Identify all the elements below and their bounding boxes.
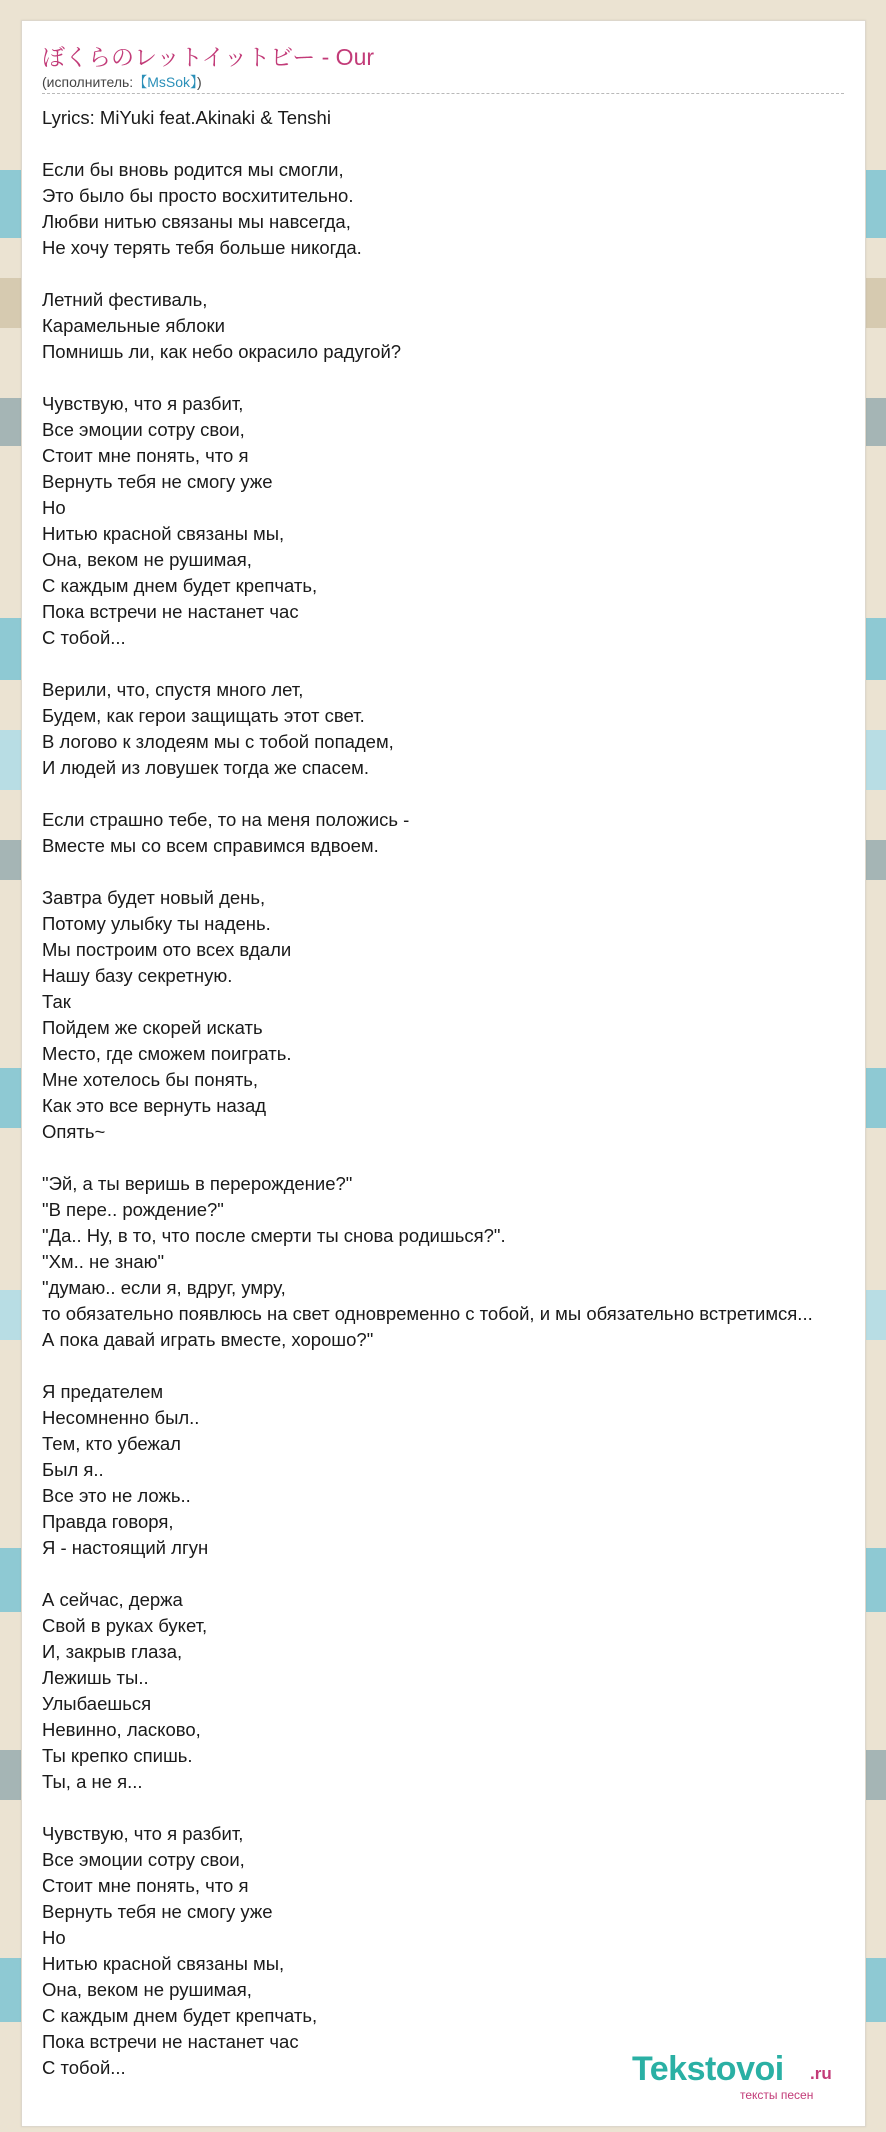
lyrics-line: В логово к злодеям мы с тобой попадем, bbox=[42, 731, 394, 752]
logo-domain: .ru bbox=[810, 2064, 832, 2083]
lyrics-line: Место, где сможем поиграть. bbox=[42, 1043, 292, 1064]
lyrics-line: С тобой... bbox=[42, 2057, 126, 2078]
lyrics-line: Любви нитью связаны мы навсегда, bbox=[42, 211, 351, 232]
lyrics-line: Все эмоции сотру свои, bbox=[42, 419, 245, 440]
lyrics-line: Невинно, ласково, bbox=[42, 1719, 201, 1740]
lyrics-line: Свой в руках букет, bbox=[42, 1615, 208, 1636]
lyrics-line: Если бы вновь родится мы смогли, bbox=[42, 159, 344, 180]
lyrics-line: Как это все вернуть назад bbox=[42, 1095, 267, 1116]
lyrics-line: Завтра будет новый день, bbox=[42, 887, 266, 908]
lyrics-line: Пойдем же скорей искать bbox=[42, 1017, 263, 1038]
lyrics-line: Я предателем bbox=[42, 1381, 164, 1402]
artist-prefix: (исполнитель: bbox=[42, 74, 134, 90]
lyrics-blank-line bbox=[42, 1795, 884, 1821]
lyrics-line: Это было бы просто восхитительно. bbox=[42, 185, 354, 206]
lyrics-line: Пока встречи не настанет час bbox=[42, 2031, 299, 2052]
lyrics-line: Карамельные яблоки bbox=[42, 315, 225, 336]
lyrics-line: Был я.. bbox=[42, 1459, 104, 1480]
lyrics-line: Нитью красной связаны мы, bbox=[42, 1953, 285, 1974]
lyrics-line: И людей из ловушек тогда же спасем. bbox=[42, 757, 369, 778]
artist-line bbox=[42, 73, 202, 91]
lyrics-line: И, закрыв глаза, bbox=[42, 1641, 183, 1662]
site-logo[interactable] bbox=[632, 2048, 852, 2108]
lyrics-line: Пока встречи не настанет час bbox=[42, 601, 299, 622]
lyrics-line: Стоит мне понять, что я bbox=[42, 445, 249, 466]
lyrics-line: А пока давай играть вместе, хорошо?" bbox=[42, 1329, 374, 1350]
lyrics-blank-line bbox=[42, 1561, 884, 1587]
lyrics-line: Не хочу терять тебя больше никогда. bbox=[42, 237, 362, 258]
lyrics-blank-line bbox=[42, 1145, 884, 1171]
lyrics-line: "В пере.. рождение?" bbox=[42, 1199, 224, 1220]
logo-tagline: тексты песен bbox=[740, 2088, 814, 2102]
lyrics-line: Тем, кто убежал bbox=[42, 1433, 181, 1454]
lyrics-blank-line bbox=[42, 131, 884, 157]
artist-link[interactable]: 【MsSok】 bbox=[133, 74, 197, 90]
lyrics-line: Но bbox=[42, 497, 66, 518]
title-divider bbox=[42, 93, 844, 94]
lyrics-blank-line bbox=[42, 365, 884, 391]
lyrics-line: С каждым днем будет крепчать, bbox=[42, 575, 318, 596]
lyrics-line: Мы построим ото всех вдали bbox=[42, 939, 292, 960]
lyrics-blank-line bbox=[42, 859, 884, 885]
lyrics-line: Несомненно был.. bbox=[42, 1407, 200, 1428]
lyrics-line: Нитью красной связаны мы, bbox=[42, 523, 285, 544]
lyrics-line: Правда говоря, bbox=[42, 1511, 174, 1532]
lyrics-body bbox=[42, 105, 884, 2081]
lyrics-line: Верили, что, спустя много лет, bbox=[42, 679, 304, 700]
lyrics-line: Будем, как герои защищать этот свет. bbox=[42, 705, 365, 726]
lyrics-blank-line bbox=[42, 651, 884, 677]
lyrics-line: С тобой... bbox=[42, 627, 126, 648]
lyrics-line: Так bbox=[42, 991, 71, 1012]
lyrics-line: Я - настоящий лгун bbox=[42, 1537, 209, 1558]
lyrics-line: Но bbox=[42, 1927, 66, 1948]
lyrics-line: А сейчас, держа bbox=[42, 1589, 183, 1610]
lyrics-line: Если страшно тебе, то на меня положись - bbox=[42, 809, 410, 830]
logo-wordmark: Tekstovoi bbox=[632, 2050, 784, 2088]
song-title: ぼくらのレットイットビー - Our bbox=[42, 44, 375, 70]
lyrics-line: "Эй, а ты веришь в перерождение?" bbox=[42, 1173, 353, 1194]
lyrics-line: С каждым днем будет крепчать, bbox=[42, 2005, 318, 2026]
lyrics-line: Она, веком не рушимая, bbox=[42, 1979, 252, 2000]
lyrics-line: Ты, а не я... bbox=[42, 1771, 143, 1792]
lyrics-line: Ты крепко спишь. bbox=[42, 1745, 193, 1766]
lyrics-line: Вместе мы со всем справимся вдвоем. bbox=[42, 835, 379, 856]
lyrics-line: Лежишь ты.. bbox=[42, 1667, 149, 1688]
artist-suffix: ) bbox=[197, 74, 202, 90]
lyrics-line: Вернуть тебя не смогу уже bbox=[42, 471, 273, 492]
lyrics-line: Опять~ bbox=[42, 1121, 106, 1142]
lyrics-line: Чувствую, что я разбит, bbox=[42, 1823, 244, 1844]
lyrics-line: Улыбаешься bbox=[42, 1693, 152, 1714]
lyrics-line: то обязательно появлюсь на свет одновременно с тобой, и мы обязательно встретимся... bbox=[42, 1303, 813, 1324]
lyrics-line: Нашу базу секретную. bbox=[42, 965, 233, 986]
lyrics-blank-line bbox=[42, 1353, 884, 1379]
lyrics-line: Помнишь ли, как небо окрасило радугой? bbox=[42, 341, 402, 362]
lyrics-blank-line bbox=[42, 781, 884, 807]
lyrics-line: Чувствую, что я разбит, bbox=[42, 393, 244, 414]
lyrics-line: Вернуть тебя не смогу уже bbox=[42, 1901, 273, 1922]
lyrics-line: "Хм.. не знаю" bbox=[42, 1251, 165, 1272]
lyrics-line: Все это не ложь.. bbox=[42, 1485, 191, 1506]
lyrics-line: Летний фестиваль, bbox=[42, 289, 208, 310]
lyrics-blank-line bbox=[42, 261, 884, 287]
lyrics-line: Мне хотелось бы понять, bbox=[42, 1069, 259, 1090]
lyrics-line: Lyrics: MiYuki feat.Akinaki & Tenshi bbox=[42, 107, 331, 128]
lyrics-line: Стоит мне понять, что я bbox=[42, 1875, 249, 1896]
lyrics-line: Все эмоции сотру свои, bbox=[42, 1849, 245, 1870]
lyrics-line: Потому улыбку ты надень. bbox=[42, 913, 271, 934]
lyrics-line: Она, веком не рушимая, bbox=[42, 549, 252, 570]
lyrics-line: "Да.. Ну, в то, что после смерти ты снова родишься?". bbox=[42, 1225, 506, 1246]
lyrics-line: "думаю.. если я, вдруг, умру, bbox=[42, 1277, 286, 1298]
lyrics-card bbox=[21, 20, 866, 2127]
